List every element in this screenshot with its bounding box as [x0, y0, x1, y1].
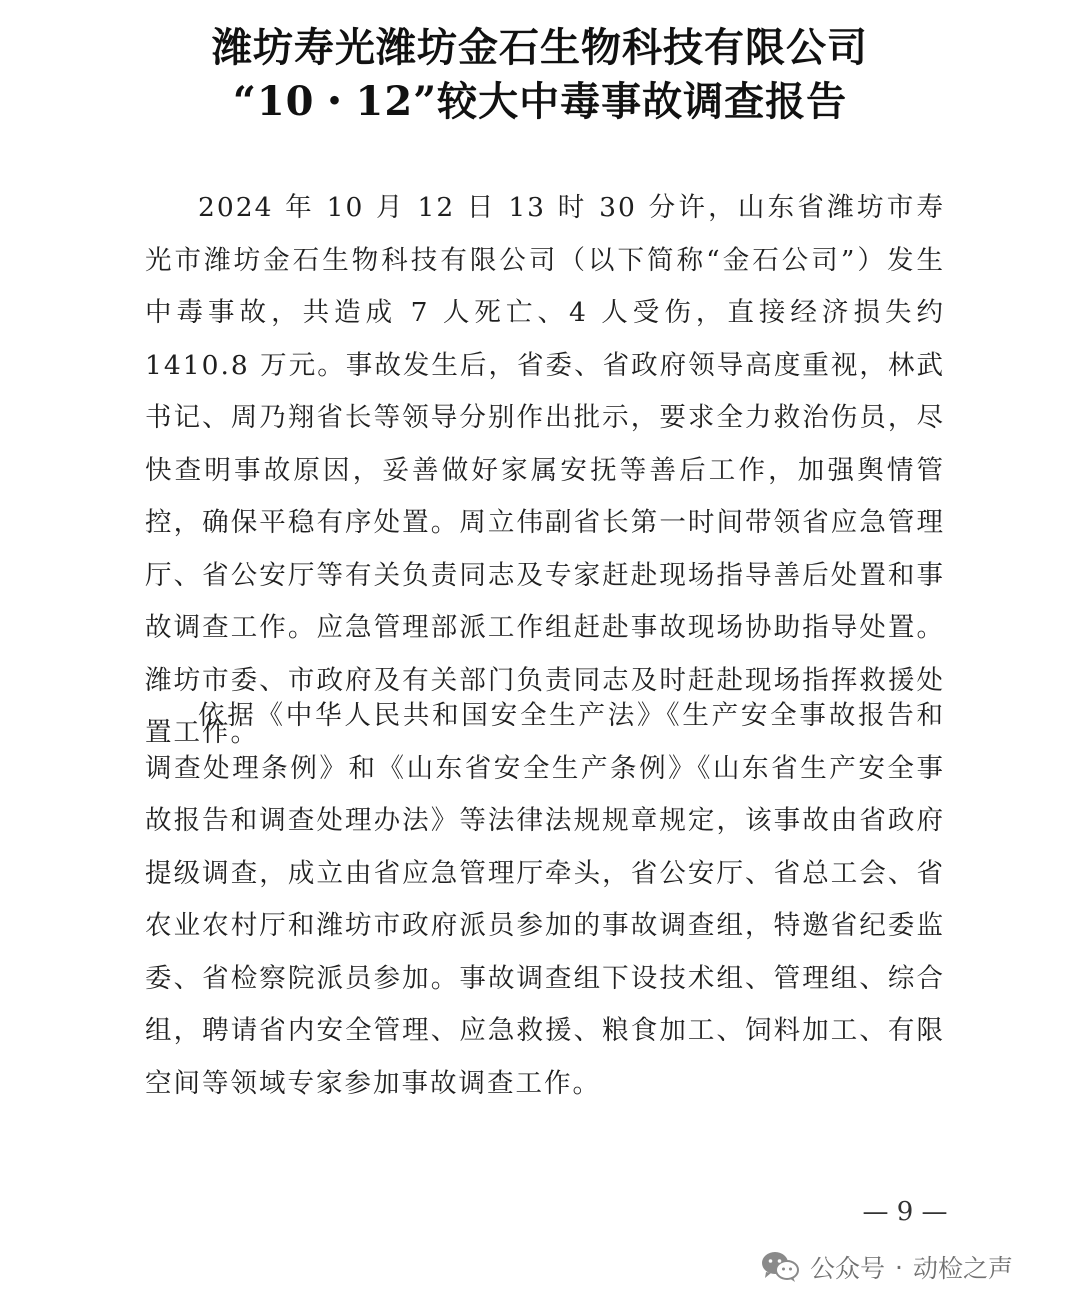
paragraph-1: 2024 年 10 月 12 日 13 时 30 分许，山东省潍坊市寿光市潍坊金石生物科技有限公司（以下简称“金石公司”）发生中毒事故，共造成 7 人死亡、4 人受伤，直接经济损失约 1410.8 万元。事故发生后，省委、省政府领导高度重视，林武书记、周乃翔省长等领导分别作出批示，要求全力救治伤员，尽快查明事故原因，妥善做好家属安抚等善后工作，加强舆情管控，确保平稳有序处置。周立伟副省长第一时间带领省应急管理厅、省公安厅等有关负责同志及专家赶赴现场指导善后处置和事故调查工作。应急管理部派工作组赶赴事故现场协助指导处置。潍坊市委、市政府及有关部门负责同志及时赶赴现场指挥救援处置工作。 — [145, 192, 945, 748]
wechat-account-watermark — [760, 1242, 1013, 1292]
watermark-label: 公众号 — [810, 1254, 886, 1283]
page-number: — 9 — — [862, 1197, 948, 1227]
watermark-account-name: 动检之声 — [912, 1254, 1013, 1283]
watermark-separator: · — [895, 1252, 903, 1282]
paragraph-2: 依据《中华人民共和国安全生产法》《生产安全事故报告和调查处理条例》和《山东省安全生产条例》《山东省生产安全事故报告和调查处理办法》等法律法规规章规定，该事故由省政府提级调查，成立由省应急管理厅牵头，省公安厅、省总工会、省农业农村厅和潍坊市政府派员参加的事故调查组，特邀省纪委监委、省检察院派员参加。事故调查组下设技术组、管理组、综合组，聘请省内安全管理、应急救援、粮食加工、饲料加工、有限空间等领域专家参加事故调查工作。 — [145, 700, 945, 1099]
report-title-line-1: 潍坊寿光潍坊金石生物科技有限公司 — [212, 24, 868, 71]
report-title-line-2: “10・12”较大中毒事故调查报告 — [232, 78, 848, 125]
wechat-icon — [760, 1250, 800, 1284]
